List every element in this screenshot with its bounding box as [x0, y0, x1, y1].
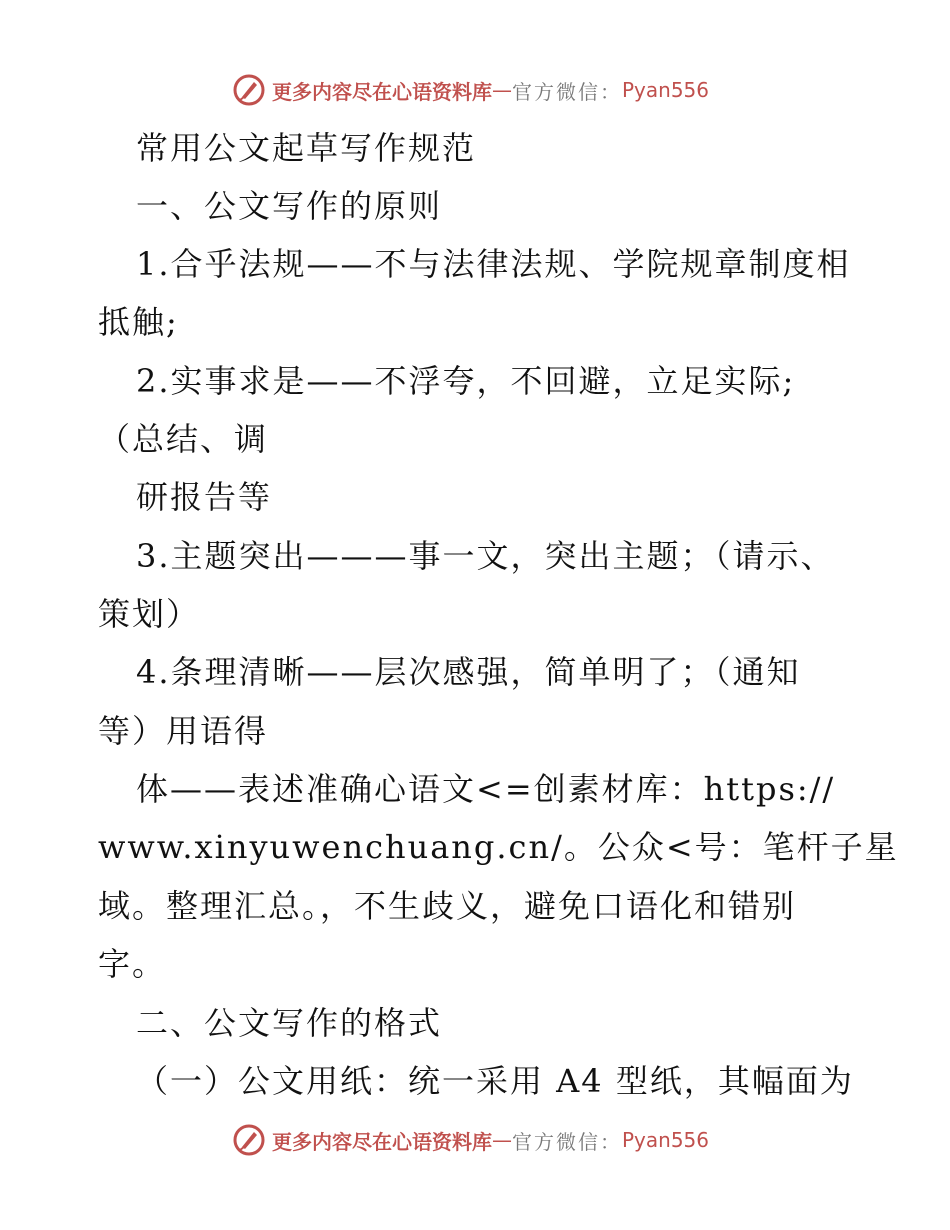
quill-seal-icon [232, 1123, 266, 1157]
doc-line: 研报告等 [136, 478, 273, 516]
watermark-wechat-id: Pyan556 [622, 78, 710, 102]
watermark-main-text: 更多内容尽在心语资料库 [272, 1129, 492, 1154]
watermark-wechat-label: 官方微信： [512, 79, 622, 104]
watermark-main-text: 更多内容尽在心语资料库 [272, 79, 492, 104]
doc-line: 域。整理汇总。，不生歧义，避免口语化和错别 [98, 887, 797, 925]
section-heading-principles: 一、公文写作的原则 [136, 187, 443, 225]
doc-line: 体——表述准确心语文<=创素材库：https:// [136, 770, 836, 808]
doc-line: 4.条理清晰——层次感强，简单明了；（通知 [136, 653, 801, 691]
doc-title: 常用公文起草写作规范 [136, 129, 477, 167]
watermark-wechat-label: 官方微信： [512, 1129, 622, 1154]
doc-line: 3.主题突出———事一文，突出主题；（请示、 [136, 537, 835, 575]
footer-watermark [232, 1122, 752, 1158]
doc-line: www.xinyuwenchuang.cn/。公众<号：笔杆子星 [98, 828, 899, 866]
doc-line: 1.合乎法规——不与法律法规、学院规章制度相 [136, 245, 851, 283]
doc-line: 策划） [98, 595, 201, 633]
doc-line: 2.实事求是——不浮夸，不回避，立足实际; [136, 362, 796, 400]
doc-line: （总结、调 [98, 420, 269, 458]
doc-line: 等）用语得 [98, 712, 269, 750]
watermark-separator: — [492, 1128, 512, 1152]
doc-line: 抵触; [98, 303, 179, 341]
doc-line: 字。 [98, 945, 167, 983]
watermark-separator: — [492, 78, 512, 102]
watermark-wechat-id: Pyan556 [622, 1128, 710, 1152]
header-watermark [232, 72, 752, 108]
quill-seal-icon [232, 73, 266, 107]
doc-line: （一）公文用纸：统一采用 A4 型纸，其幅面为 [136, 1062, 854, 1100]
section-heading-format: 二、公文写作的格式 [136, 1004, 443, 1042]
